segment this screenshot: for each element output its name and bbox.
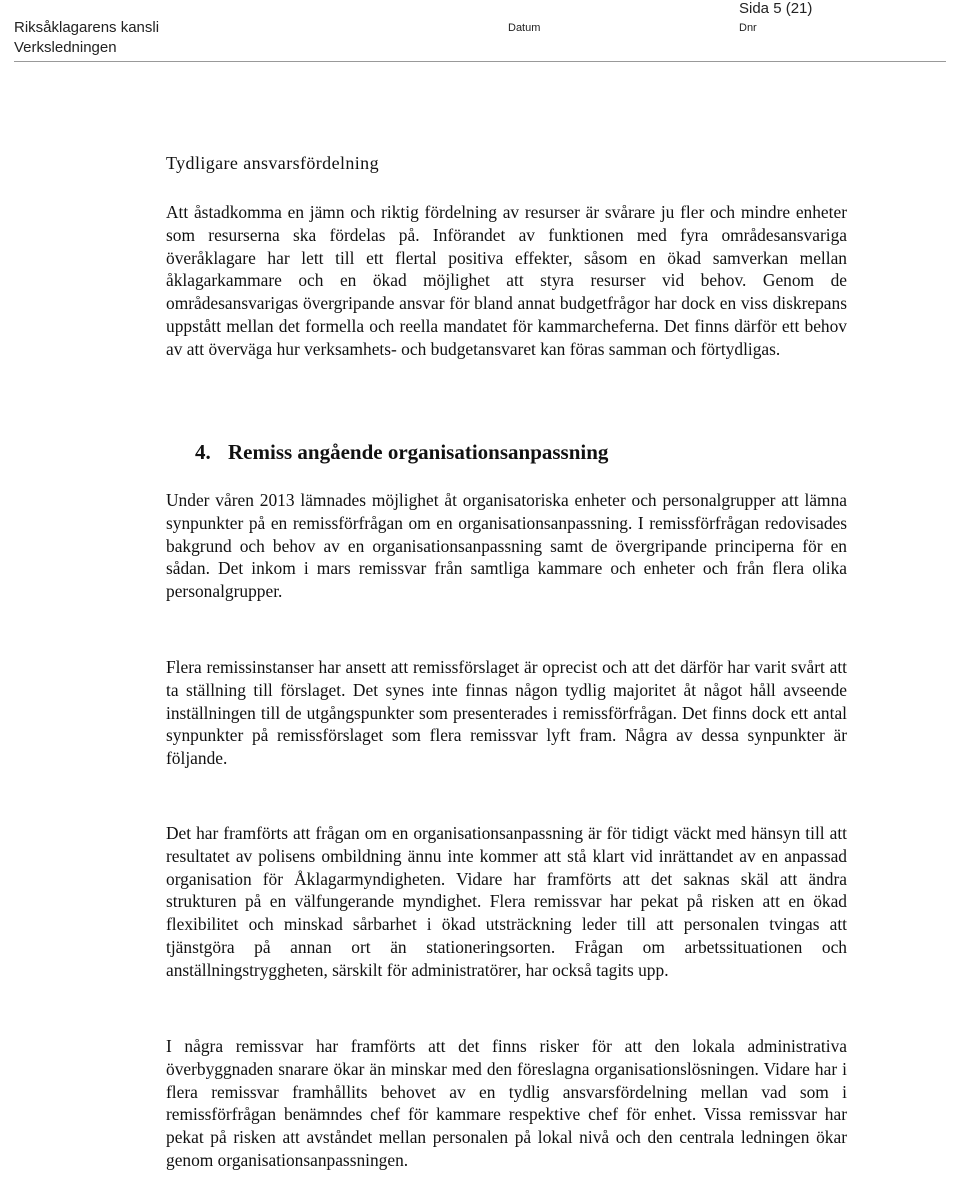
section-number: 4. <box>195 440 211 464</box>
organization-name: Riksåklagarens kansli <box>14 19 160 36</box>
department-name: Verksledningen <box>14 39 117 56</box>
date-label: Datum <box>508 22 541 34</box>
paragraph: Flera remissinstanser har ansett att remissförslaget är oprecist och att det därför har varit svårt att ta ställning till förslaget. Det synes inte finnas någon tydlig majoritet åt något håll avseende inställningen till de utgångspunkter som presenterades i remissförfrågan. Det finns dock ett antal synpunkter på remissförslaget som flera remissvar lyft fram. Några av dessa synpunkter är följande. <box>166 657 847 769</box>
section-paragraph-4 <box>166 1035 847 1172</box>
section-paragraph-3 <box>166 822 847 982</box>
section-paragraph-1 <box>166 489 847 603</box>
page-number: Sida 5 (21) <box>739 0 813 17</box>
paragraph: Under våren 2013 lämnades möjlighet åt organisatoriska enheter och personalgrupper att lämna synpunkter på en remissförfrågan om en organisationsanpassning. I remissförfrågan redovisades bakgrund och behov av en organisationsanpassning samt de övergripande principerna för en sådan. Det inkom i mars remissvar från samtliga kammare och enheter och från flera olika personalgrupper. <box>166 490 847 602</box>
subheading-ansvarsfordelning: Tydligare ansvarsfördelning <box>166 153 379 173</box>
section-title: Remiss angående organisationsanpassning <box>228 440 609 464</box>
paragraph: Att åstadkomma en jämn och riktig fördelning av resurser är svårare ju fler och mindre enheter som resurserna ska fördelas på. Införandet av funktionen med fyra områdesansvariga överåklagare har lett till ett flertal positiva effekter, såsom en ökad samverkan mellan åklagarkammare och en ökad möjlighet att styra resurser vid behov. Genom de områdesansvarigas övergripande ansvar för bland annat budgetfrågor har dock en viss diskrepans uppstått mellan det formella och reella mandatet för kammarcheferna. Det finns därför ett behov av att överväga hur verksamhets- och budgetansvaret kan föras samman och förtydligas. <box>166 202 847 359</box>
dnr-label: Dnr <box>739 22 757 34</box>
intro-paragraph-block <box>166 201 847 361</box>
section-heading <box>195 440 608 465</box>
section-paragraph-2 <box>166 656 847 770</box>
paragraph: Det har framförts att frågan om en organisationsanpassning är för tidigt väckt med hänsyn till att resultatet av polisens ombildning ännu inte kommer att stå klart vid inrättandet av en anpassad organisation för Åklagarmyndigheten. Vidare har framförts att det saknas skäl att ändra strukturen på en välfungerande myndighet. Flera remissvar har pekat på risken att en ökad flexibilitet och minskad sårbarhet i ökad utsträckning leder till att personalen tvingas att tjänstgöra på annan ort än stationeringsorten. Frågan om arbetssituationen och anställningstryggheten, särskilt för administratörer, har också tagits upp. <box>166 823 847 980</box>
header-divider <box>14 61 946 62</box>
paragraph: I några remissvar har framförts att det finns risker för att den lokala administrativa överbyggnaden snarare ökar än minskar med den föreslagna organisationslösningen. Vidare har i flera remissvar framhållits behovet av en tydlig ansvarsfördelning mellan vad som i remissförfrågan benämndes chef för kammare respektive chef för enhet. Vissa remissvar har pekat på risken att avståndet mellan personalen på lokal nivå och den centrala ledningen ökar genom organisationsanpassningen. <box>166 1036 847 1170</box>
